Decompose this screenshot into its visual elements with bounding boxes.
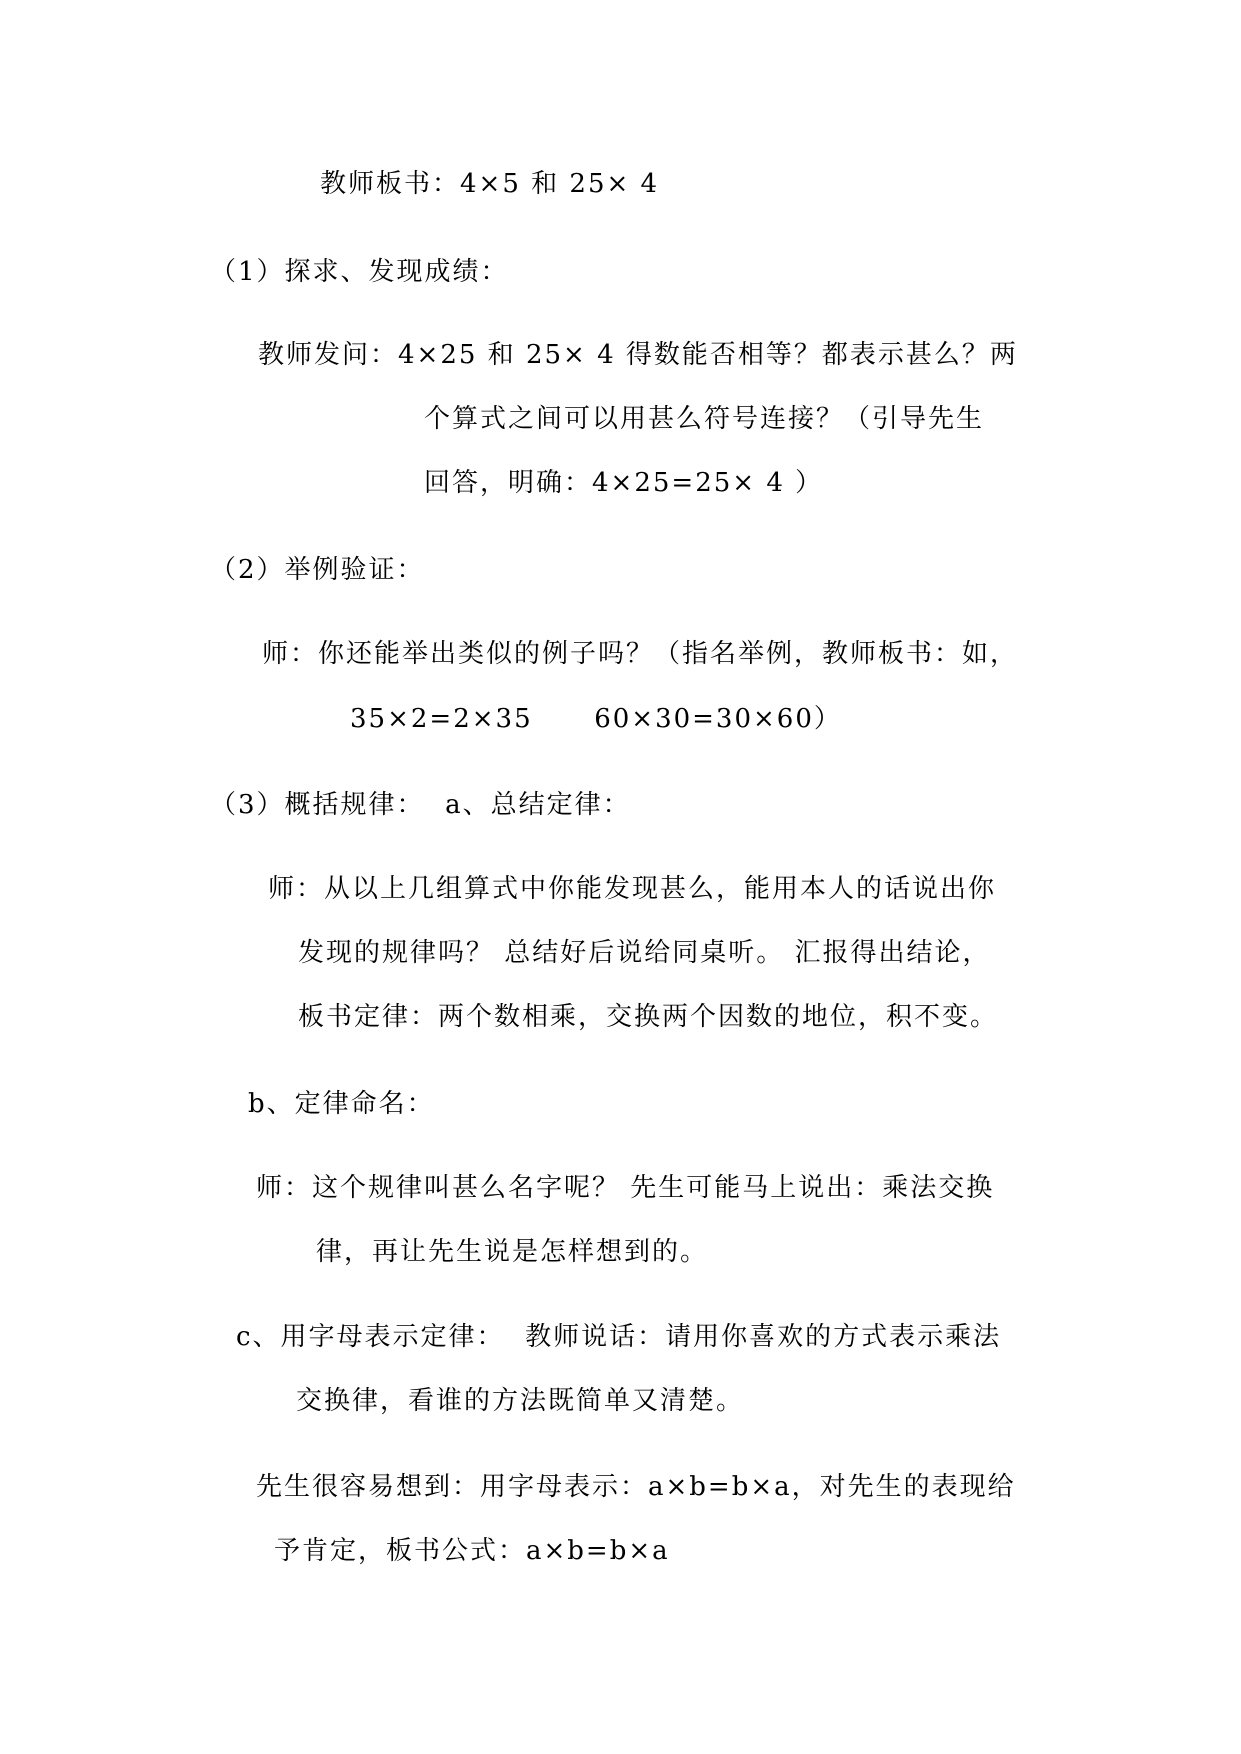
summary-line-1: 师：从以上几组算式中你能发现甚么，能用本人的话说出你: [268, 874, 997, 904]
teacher-question-line-2: 个算式之间可以用甚么符号连接？（引导先生: [424, 404, 985, 434]
summary-line-3: 板书定律：两个数相乘，交换两个因数的地位，积不变。: [298, 1002, 999, 1032]
letter-law-line-2: 交换律，看谁的方法既简单又清楚。: [296, 1386, 745, 1416]
teacher-examples-line-1: 师：你还能举出类似的例子吗？（指名举例，教师板书：如，: [262, 639, 1019, 669]
teacher-question-line-3: 回答，明确：4×25=25× 4 ）: [424, 468, 824, 498]
teacher-question-line-1: 教师发问：4×25 和 25× 4 得数能否相等？都表示甚么？两: [258, 340, 1018, 370]
section-2-heading: （2）举例验证：: [210, 555, 425, 585]
formula-line-1: 先生很容易想到：用字母表示：a×b=b×a，对先生的表现给: [256, 1472, 1016, 1502]
law-naming-line-1: 师：这个规律叫甚么名字呢？ 先生可能马上说出：乘法交换: [256, 1173, 995, 1203]
examples-formula-line: 35×2=2×35 60×30=30×60）: [350, 704, 842, 734]
summary-line-2: 发现的规律吗？ 总结好后说给同桌听。 汇报得出结论，: [298, 938, 991, 968]
section-1-heading: （1）探求、发现成绩：: [210, 257, 509, 287]
law-naming-line-2: 律，再让先生说是怎样想到的。: [316, 1237, 709, 1267]
section-3-heading: （3）概括规律： a、总结定律：: [210, 790, 631, 820]
letter-law-line-1: c、用字母表示定律： 教师说话：请用你喜欢的方式表示乘法: [236, 1322, 1002, 1352]
formula-line-2: 予肯定，板书公式：a×b=b×a: [274, 1536, 670, 1566]
board-writing-line: 教师板书：4×5 和 25× 4: [320, 169, 660, 199]
law-naming-heading: b、定律命名：: [248, 1089, 435, 1119]
